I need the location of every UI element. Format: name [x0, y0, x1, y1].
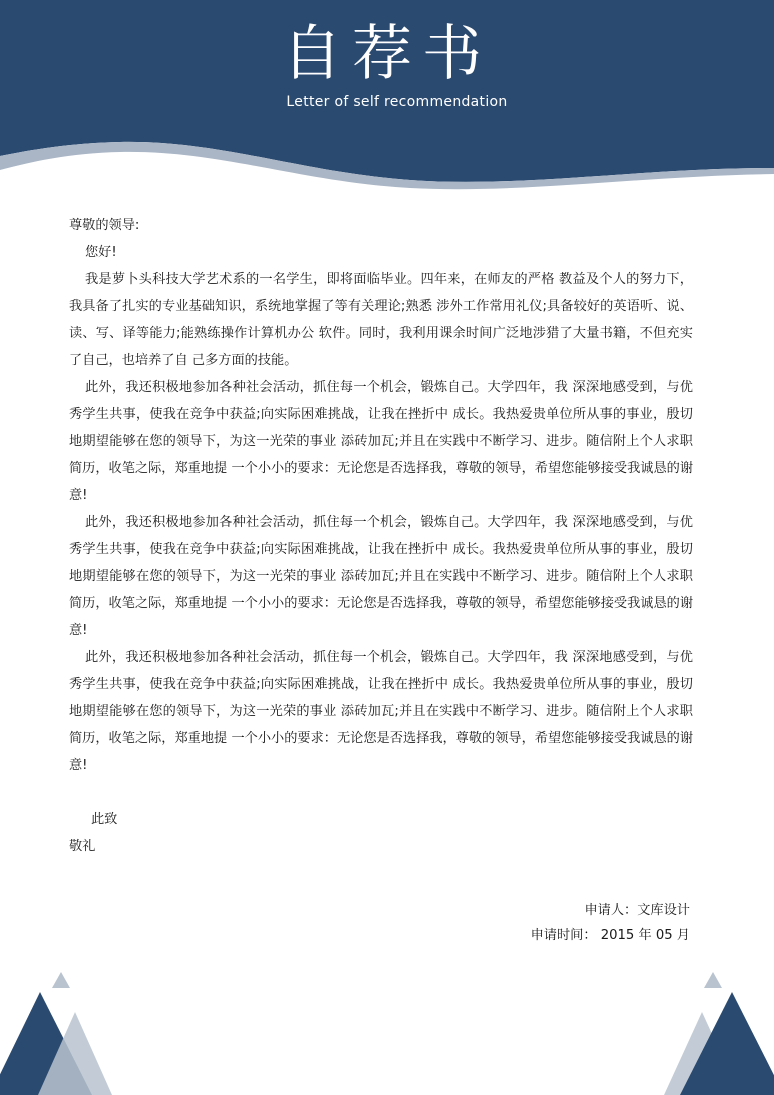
page-subtitle: Letter of self recommendation [286, 94, 508, 110]
closing [69, 806, 117, 860]
paragraph: 此外，我还积极地参加各种社会活动，抓住每一个机会，锻炼自己。大学四年，我 深深地感受到，与优秀学生共事，使我在竞争中获益;向实际困难挑战，让我在挫折中 成长。我热爱贵单位所从事的事业，殷切地期望能够在您的领导下，为这一光荣的事业 添砖加瓦;并且在实践中不断学习、进步。随信附上个人求职简历，收笔之际，郑重地提 一个小小的要求：无论您是否选择我，尊敬的领导，希望您能够接受我诚恳的谢意! [69, 515, 694, 638]
letter-body [69, 212, 693, 779]
closing-jingli: 敬礼 [69, 839, 96, 854]
closing-cizhi: 此致 [91, 812, 118, 827]
paragraph: 此外，我还积极地参加各种社会活动，抓住每一个机会，锻炼自己。大学四年，我 深深地感受到，与优秀学生共事，使我在竞争中获益;向实际困难挑战，让我在挫折中 成长。我热爱贵单位所从事的事业，殷切地期望能够在您的领导下，为这一光荣的事业 添砖加瓦;并且在实践中不断学习、进步。随信附上个人求职简历，收笔之际，郑重地提 一个小小的要求：无论您是否选择我，尊敬的领导，希望您能够接受我诚恳的谢意! [69, 650, 694, 773]
header-banner [0, 0, 774, 200]
footer-triangles-decoration [0, 960, 774, 1095]
application-date: 申请时间： 2015 年 05 月 [530, 928, 690, 943]
greeting: 您好! [85, 245, 117, 260]
page-title: 自荐书 [282, 19, 492, 89]
triangle-small-left [52, 972, 70, 988]
paragraph: 此外，我还积极地参加各种社会活动，抓住每一个机会，锻炼自己。大学四年，我 深深地感受到，与优秀学生共事，使我在竞争中获益;向实际困难挑战，让我在挫折中 成长。我热爱贵单位所从事的事业，殷切地期望能够在您的领导下，为这一光荣的事业 添砖加瓦;并且在实践中不断学习、进步。随信附上个人求职简历，收笔之际，郑重地提 一个小小的要求：无论您是否选择我，尊敬的领导，希望您能够接受我诚恳的谢意! [69, 380, 694, 503]
applicant-name: 申请人：文库设计 [584, 903, 690, 918]
signature-block [531, 898, 690, 948]
paragraph: 我是萝卜头科技大学艺术系的一名学生，即将面临毕业。四年来，在师友的严格 教益及个人的努力下，我具备了扎实的专业基础知识，系统地掌握了等有关理论;熟悉 涉外工作常用礼仪;具备较好的英语听、说、读、写、译等能力;能熟练操作计算机办公 软件。同时，我利用课余时间广泛地涉猎了大量书籍，不但充实了自己，也培养了自 己多方面的技能。 [69, 272, 693, 368]
triangle-small-right [704, 972, 722, 988]
salutation: 尊敬的领导: [69, 218, 140, 233]
